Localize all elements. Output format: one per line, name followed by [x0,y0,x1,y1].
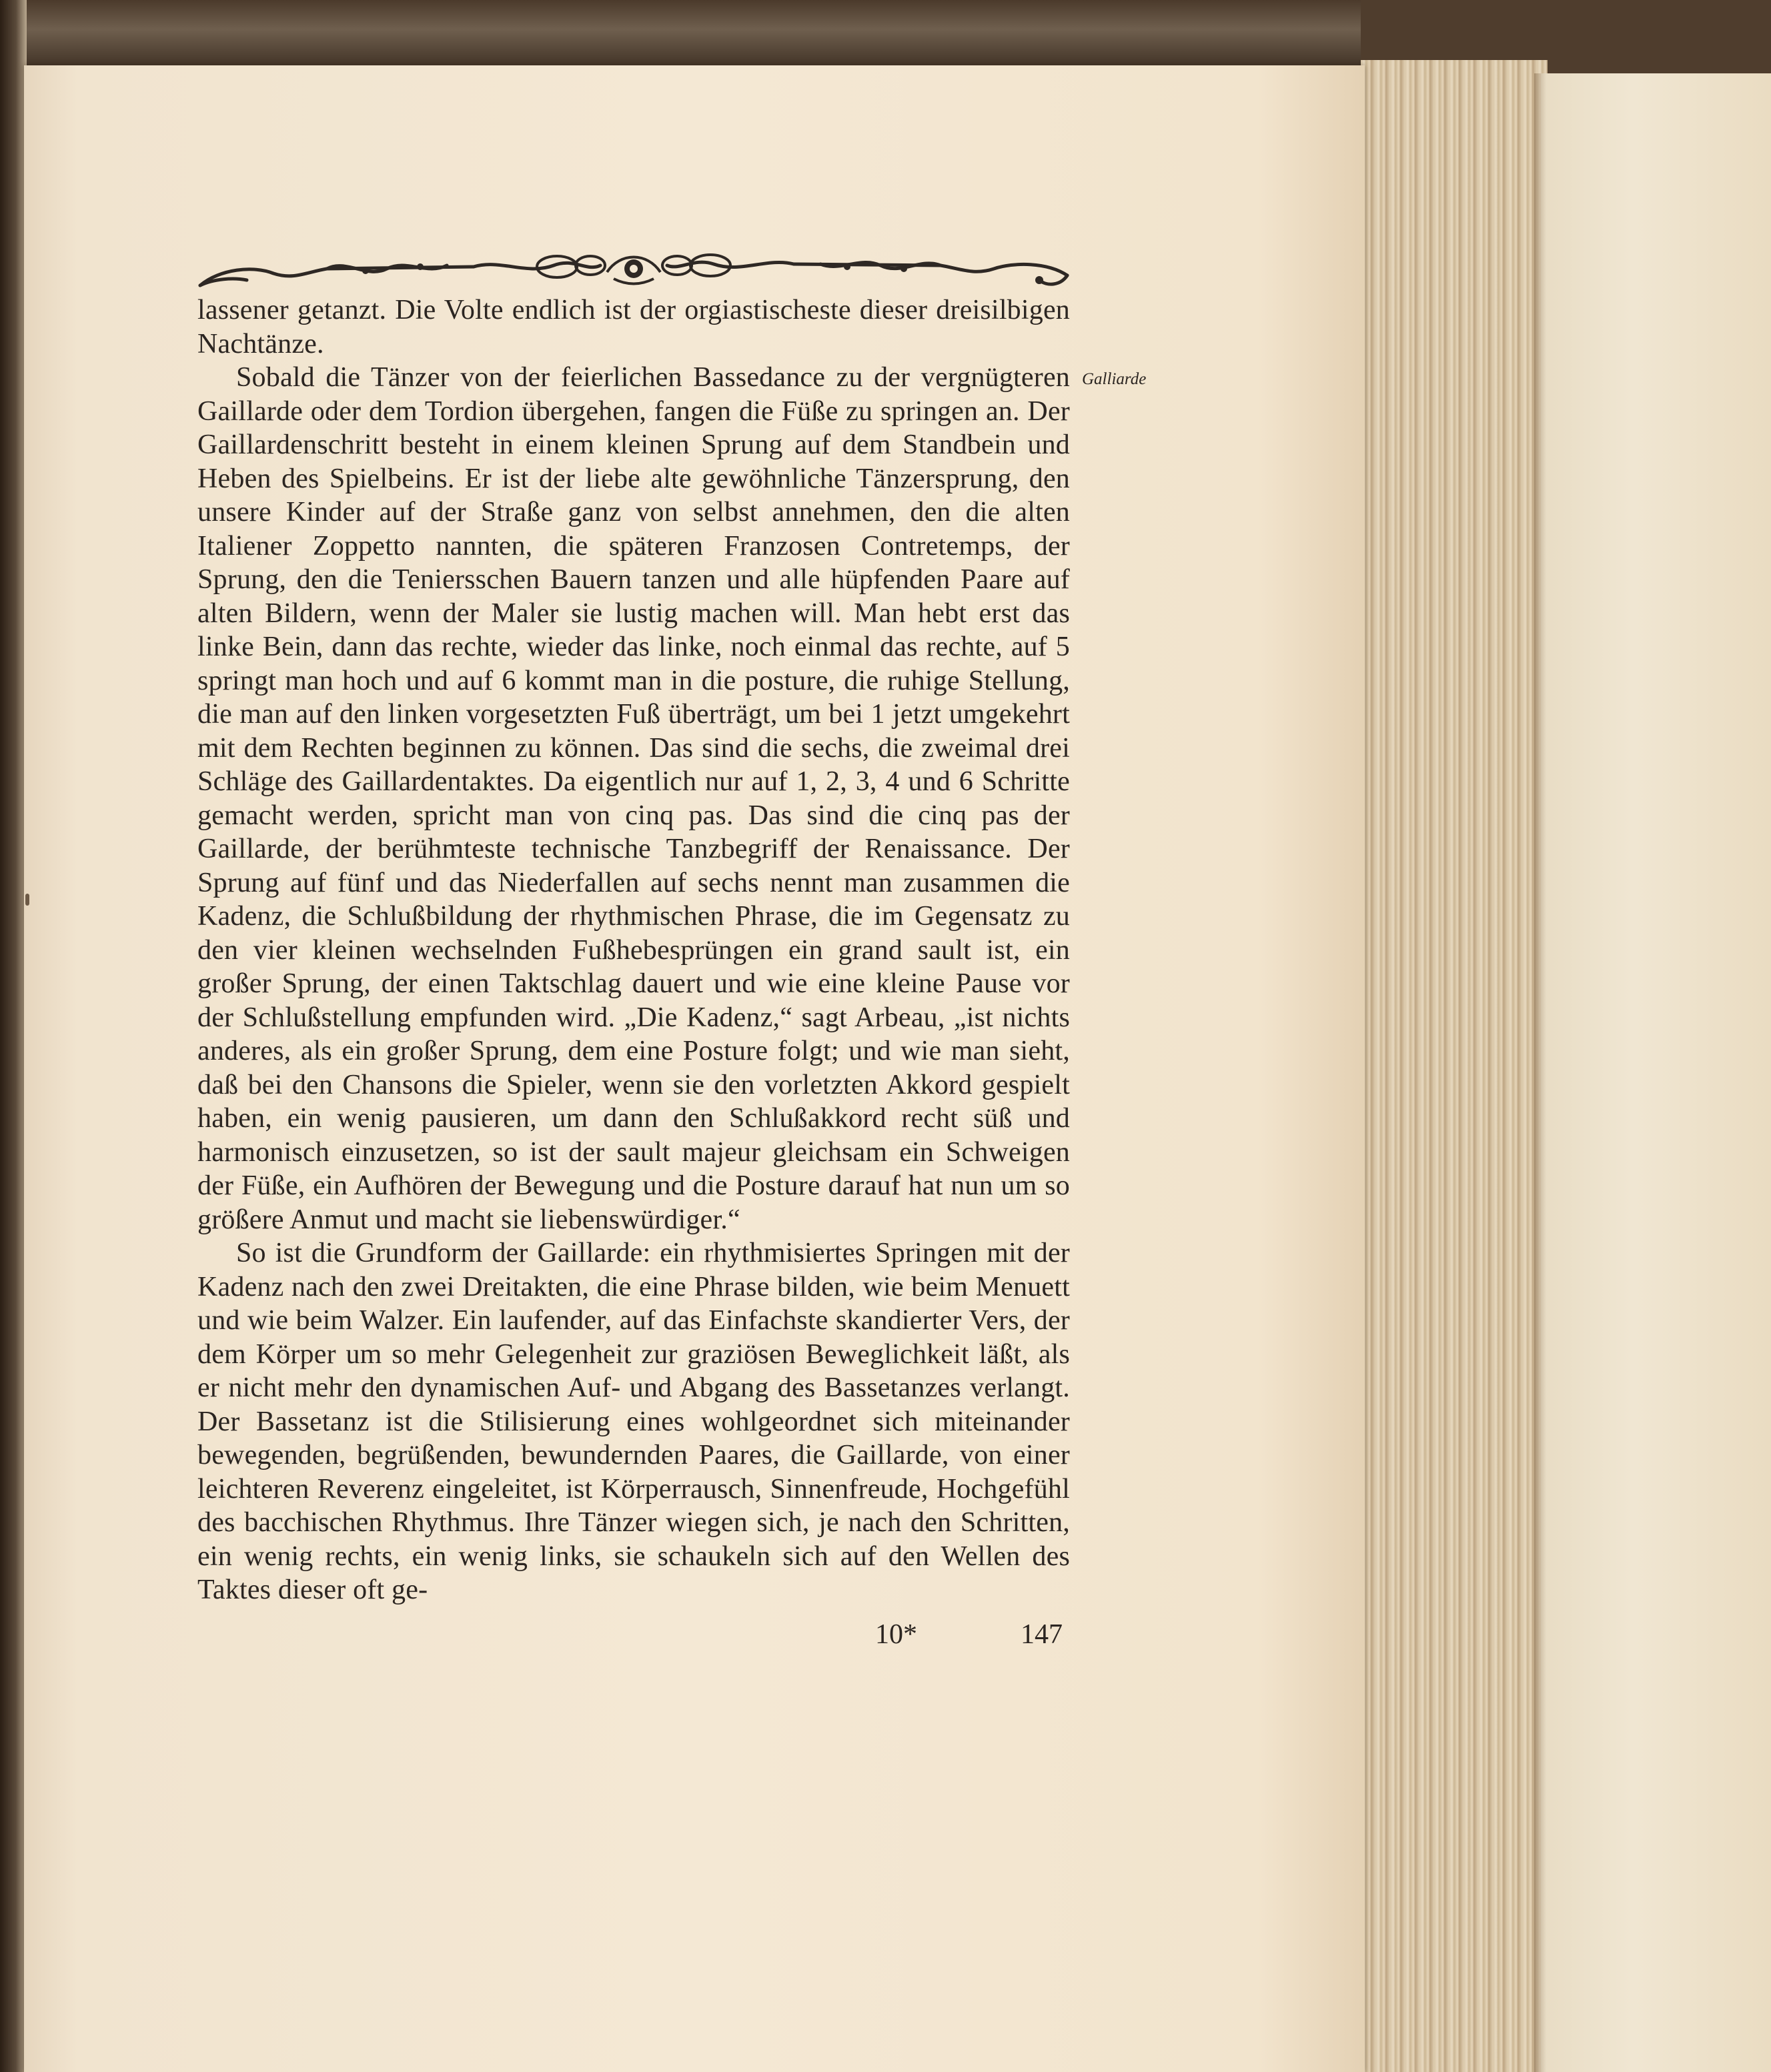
book-cover-edge [1541,73,1771,2072]
left-page-edge [0,0,27,2072]
page-stack-edges [1361,60,1548,2072]
decorative-header-ornament [193,239,1074,299]
paragraph-continuation: lassener getanzt. Die Volte endlich ist der orgiastischeste dieser dreisilbigen Nachtänze. [197,295,1070,359]
paragraph-gaillarde-steps: Sobald die Tänzer von der feierlichen Bassedance zu der vergnügteren Gaillarde oder dem Tordion übergehen, fangen die Füße zu springen an. Der Gaillardenschritt besteht in einem kleinen Sprung auf dem Standbein und Heben des Spielbeins. Er ist der liebe alte gewöhnliche Tänzersprung, den unsere Kinder auf der Straße ganz von selbst annehmen, den die alten Italiener Zoppetto nannten, die späteren Franzosen Contretemps, der Sprung, den die Teniersschen Bauern tanzen und alle hüpfenden Paare auf alten Bildern, wenn der Maler sie lustig machen will. Man hebt erst das linke Bein, dann das rechte, wieder das linke, noch einmal das rechte, auf 5 springt man hoch und auf 6 kommt man in die posture, die ruhige Stellung, die man auf den linken vorgesetzten Fuß überträgt, um bei 1 jetzt umgekehrt mit dem Rechten beginnen zu können. Das sind die sechs, die zweimal drei Schläge des Gaillardentaktes. Da eigentlich nur auf 1, 2, 3, 4 und 6 Schritte gemacht werden, spricht man von cinq pas. Das sind die cinq pas der Gaillarde, der berühmteste technische Tanzbegriff der Renaissance. Der Sprung auf fünf und das Niederfallen auf sechs nennt man zusammen die Kadenz, die Schlußbildung der rhythmischen Phrase, die im Gegensatz zu den vier kleinen wechselnden Fußhebesprüngen ein grand sault ist, ein großer Sprung, der einen Taktschlag dauert und wie eine kleine Pause vor der Schlußstellung empfunden wird. „Die Kadenz,“ sagt Arbeau, „ist nichts anderes, als ein großer Sprung, dem eine Posture folgt; und wie man sieht, daß bei den Chansons die Spieler, wenn sie den vorletzten Akkord gespielt haben, ein wenig pausieren, um dann den Schlußakkord recht süß und harmonisch einzusetzen, so ist der sault majeur gleichsam ein Schweigen der Füße, ein Aufhören der Bewegung und die Posture darauf hat nun um so größere Anmut und macht sie liebenswürdiger.“ [197,362,1070,1235]
marginal-note: Galliarde [1082,370,1147,388]
printer-signature-mark: 10* [875,1619,917,1650]
page-number: 147 [1021,1619,1063,1650]
cover-shadow [1534,73,1546,2072]
page-mark [25,894,29,906]
body-text [197,293,1070,1607]
paragraph-grundform: So ist die Grundform der Gaillarde: ein rhythmisiertes Springen mit der Kadenz nach den zwei Dreitakten, die eine Phrase bilden, wie beim Menuett und wie beim Walzer. Ein laufender, auf das Einfachste skandierter Vers, der dem Körper um so mehr Gelegenheit zur graziösen Beweglichkeit läßt, als er nicht mehr den dynamischen Auf- und Abgang des Bassetanzes verlangt. Der Bassetanz ist die Stilisierung eines wohlgeordnet sich miteinander bewegenden, begrüßenden, bewundernden Paares, die Gaillarde, von einer leichteren Reverenz eingeleitet, ist Körperrausch, Sinnenfreude, Hochgefühl des bacchischen Rhythmus. Ihre Tänzer wiegen sich, je nach den Schritten, ein wenig rechts, ein wenig links, sie schaukeln sich auf den Wellen des Taktes dieser oft ge- [197,1238,1070,1605]
